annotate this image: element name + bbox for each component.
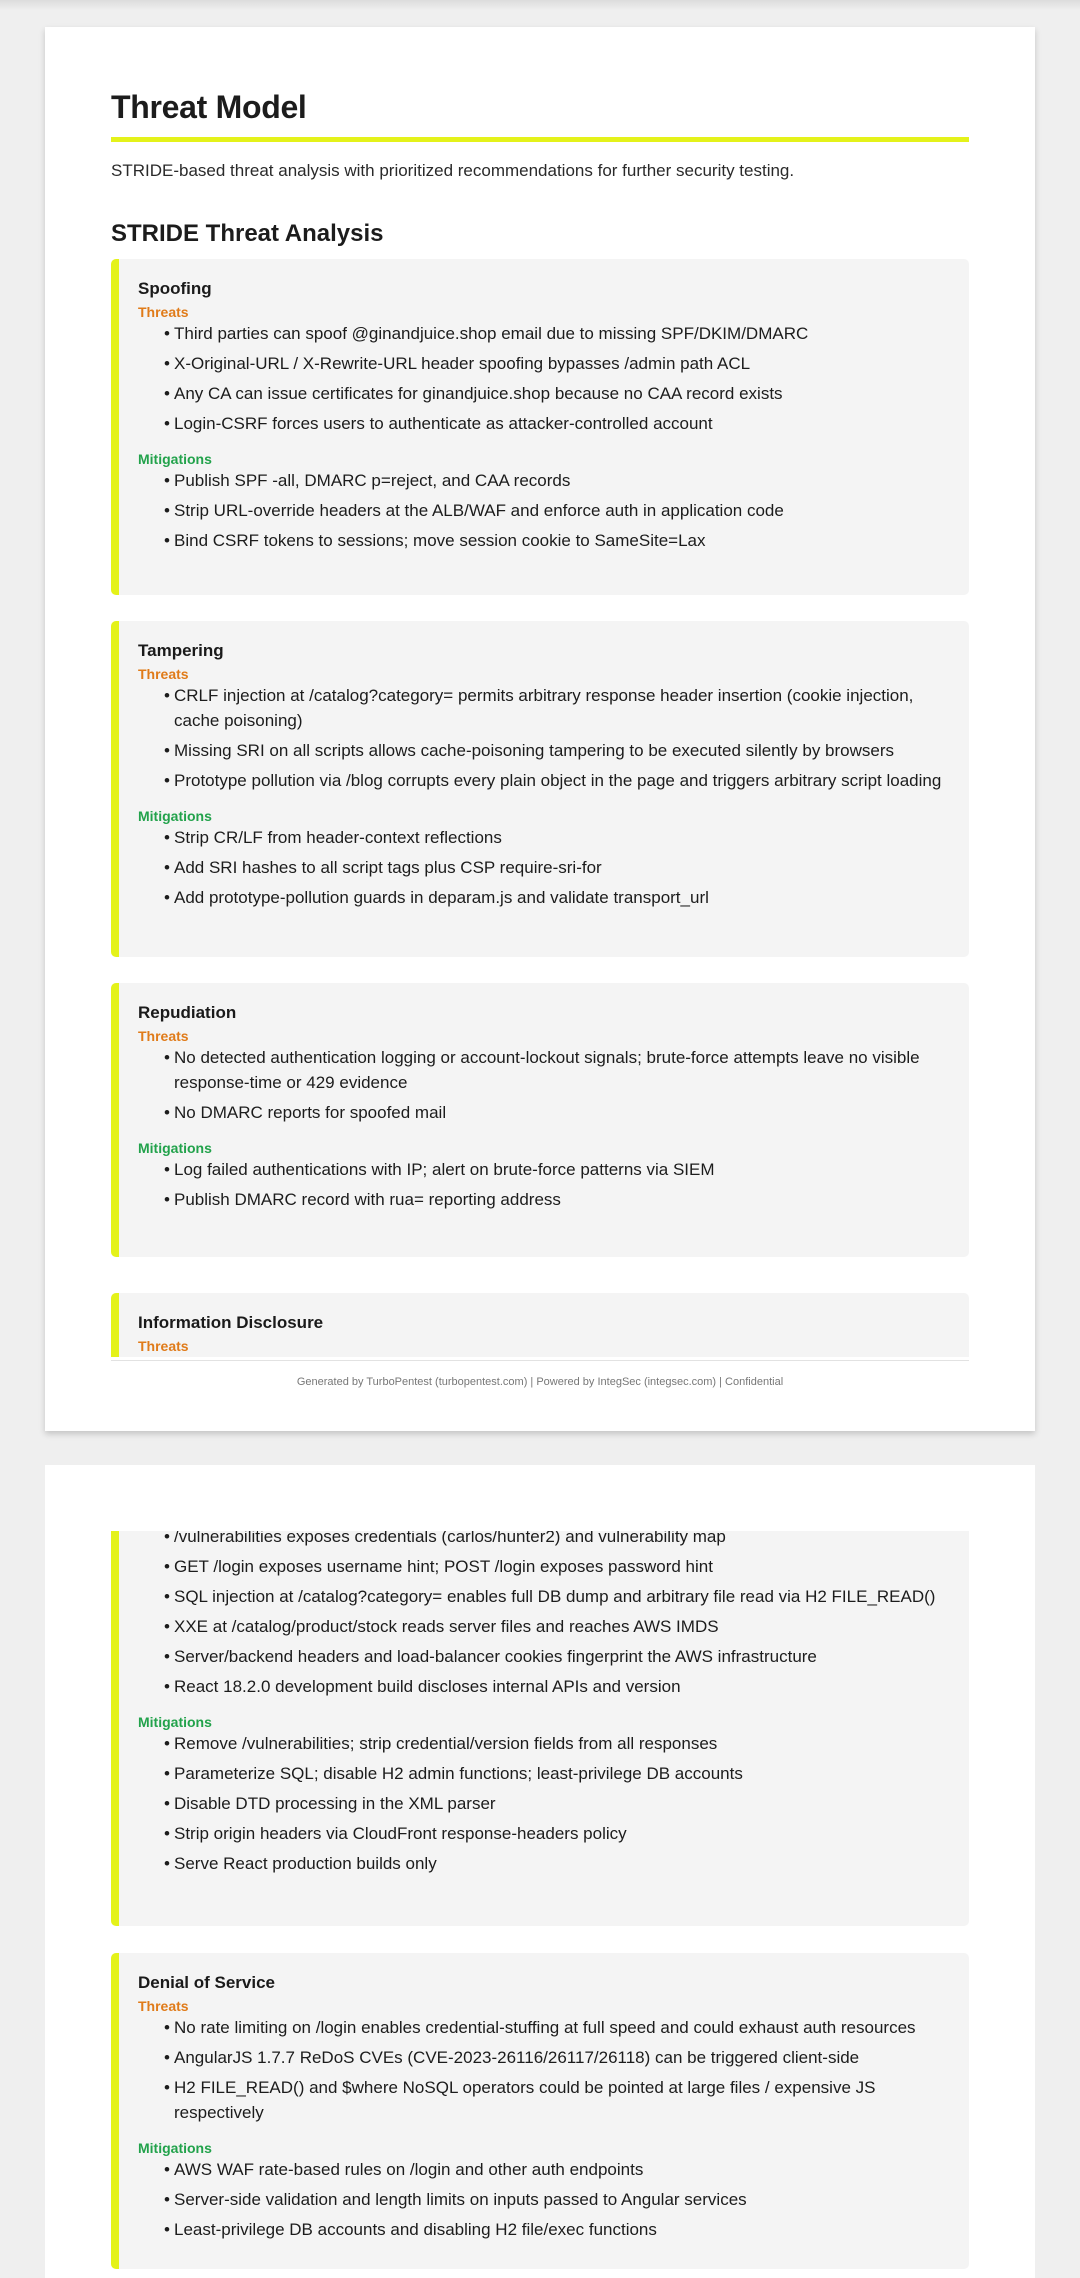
stride-card-spoofing bbox=[111, 259, 969, 595]
list-item: • XXE at /catalog/product/stock reads server files and reaches AWS IMDS bbox=[164, 1617, 719, 1636]
card-title: Tampering bbox=[138, 641, 224, 660]
stride-card-repudiation bbox=[111, 983, 969, 1257]
list-item: • SQL injection at /catalog?category= enables full DB dump and arbitrary file read via H2 FILE_READ() bbox=[164, 1587, 936, 1606]
card-title: Spoofing bbox=[138, 279, 212, 298]
threats-label: Threats bbox=[138, 1028, 189, 1044]
card-title: Information Disclosure bbox=[138, 1313, 324, 1332]
page-subtitle: STRIDE-based threat analysis with prioritized recommendations for further security testing. bbox=[111, 161, 795, 180]
list-item: • Add prototype-pollution guards in deparam.js and validate transport_url bbox=[164, 888, 709, 907]
list-item: • Strip CR/LF from header-context reflections bbox=[164, 828, 502, 847]
list-item: • Publish DMARC record with rua= reporting address bbox=[164, 1190, 561, 1209]
list-item: • Any CA can issue certificates for ginandjuice.shop because no CAA record exists bbox=[164, 384, 783, 403]
page-footer: Generated by TurboPentest (turbopentest.com) | Powered by IntegSec (integsec.com) | Confidential bbox=[296, 1376, 784, 1388]
card-title: Repudiation bbox=[138, 1003, 237, 1022]
stride-card-tampering bbox=[111, 621, 969, 957]
threats-label: Threats bbox=[138, 666, 189, 682]
document-page-1 bbox=[45, 27, 1035, 1431]
section-title-stride: STRIDE Threat Analysis bbox=[111, 220, 384, 247]
list-item: • No rate limiting on /login enables credential-stuffing at full speed and could exhaust auth resources bbox=[164, 2018, 916, 2037]
mitigations-list bbox=[138, 1157, 953, 1212]
document-page-2 bbox=[45, 1465, 1035, 2278]
list-item: • React 18.2.0 development build discloses internal APIs and version bbox=[164, 1677, 681, 1696]
list-item: • AngularJS 1.7.7 ReDoS CVEs (CVE-2023-26116/26117/26118) can be triggered client-side bbox=[164, 2048, 860, 2067]
list-item: • X-Original-URL / X-Rewrite-URL header spoofing bypasses /admin path ACL bbox=[164, 354, 751, 373]
list-item: • Log failed authentications with IP; alert on brute-force patterns via SIEM bbox=[164, 1160, 715, 1179]
stride-card-information-disclosure bbox=[111, 1293, 969, 1357]
threats-list bbox=[138, 1045, 953, 1125]
list-item: • Publish SPF -all, DMARC p=reject, and CAA records bbox=[164, 471, 571, 490]
page-title: Threat Model bbox=[111, 89, 307, 125]
mitigations-label: Mitigations bbox=[138, 808, 212, 824]
threats-list bbox=[138, 321, 953, 436]
mitigations-label: Mitigations bbox=[138, 451, 212, 467]
mitigations-list bbox=[138, 1731, 953, 1876]
stride-card-denial-of-service bbox=[111, 1953, 969, 2269]
list-item: • Parameterize SQL; disable H2 admin functions; least-privilege DB accounts bbox=[164, 1764, 743, 1783]
list-item: • Third parties can spoof @ginandjuice.shop email due to missing SPF/DKIM/DMARC bbox=[164, 324, 809, 343]
mitigations-list bbox=[138, 825, 953, 910]
list-item: • GET /login exposes username hint; POST /login exposes password hint bbox=[164, 1557, 713, 1576]
list-item: • CRLF injection at /catalog?category= permits arbitrary response header insertion (cookie injection, cache poisoning) bbox=[164, 686, 914, 730]
mitigations-list bbox=[138, 2157, 953, 2242]
threats-list bbox=[138, 2015, 953, 2125]
mitigations-label: Mitigations bbox=[138, 1714, 212, 1730]
list-item: • Login-CSRF forces users to authenticate as attacker-controlled account bbox=[164, 414, 713, 433]
stride-card-information-disclosure-continued bbox=[111, 1531, 969, 1926]
list-item: • No DMARC reports for spoofed mail bbox=[164, 1103, 447, 1122]
list-item: • Server-side validation and length limits on inputs passed to Angular services bbox=[164, 2190, 747, 2209]
threats-label: Threats bbox=[138, 304, 189, 320]
list-item: • Bind CSRF tokens to sessions; move session cookie to SameSite=Lax bbox=[164, 531, 706, 550]
threats-list bbox=[138, 683, 953, 793]
mitigations-list bbox=[138, 468, 953, 553]
list-item: • Least-privilege DB accounts and disabling H2 file/exec functions bbox=[164, 2220, 657, 2239]
threats-label: Threats bbox=[138, 1338, 189, 1354]
list-item: • No detected authentication logging or account-lockout signals; brute-force attempts leave no visible response-time or 429 evidence bbox=[164, 1048, 920, 1092]
list-item: • Add SRI hashes to all script tags plus CSP require-sri-for bbox=[164, 858, 602, 877]
list-item: • /vulnerabilities exposes credentials (carlos/hunter2) and vulnerability map bbox=[164, 1531, 726, 1546]
list-item: • H2 FILE_READ() and $where NoSQL operators could be pointed at large files / expensive JS respectively bbox=[164, 2078, 876, 2122]
list-item: • Strip origin headers via CloudFront response-headers policy bbox=[164, 1824, 627, 1843]
list-item: • Serve React production builds only bbox=[164, 1854, 437, 1873]
footer-divider bbox=[111, 1360, 969, 1361]
viewer-top-shadow bbox=[0, 0, 1080, 10]
card-title: Denial of Service bbox=[138, 1973, 276, 1992]
list-item: • Remove /vulnerabilities; strip credential/version fields from all responses bbox=[164, 1734, 718, 1753]
list-item: • Prototype pollution via /blog corrupts every plain object in the page and triggers arbitrary script loading bbox=[164, 771, 942, 790]
threats-label: Threats bbox=[138, 1998, 189, 2014]
list-item: • AWS WAF rate-based rules on /login and other auth endpoints bbox=[164, 2160, 644, 2179]
threats-list bbox=[138, 1531, 953, 1699]
list-item: • Disable DTD processing in the XML parser bbox=[164, 1794, 496, 1813]
list-item: • Strip URL-override headers at the ALB/WAF and enforce auth in application code bbox=[164, 501, 784, 520]
mitigations-label: Mitigations bbox=[138, 2140, 212, 2156]
list-item: • Missing SRI on all scripts allows cache-poisoning tampering to be executed silently by browsers bbox=[164, 741, 895, 760]
list-item: • Server/backend headers and load-balancer cookies fingerprint the AWS infrastructure bbox=[164, 1647, 817, 1666]
title-underline bbox=[111, 137, 969, 142]
mitigations-label: Mitigations bbox=[138, 1140, 212, 1156]
